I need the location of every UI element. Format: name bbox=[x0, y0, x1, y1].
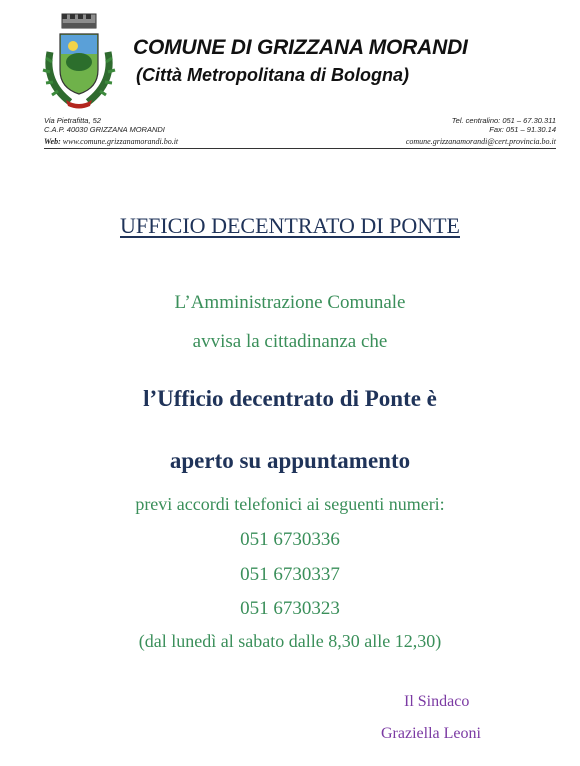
postal-address bbox=[44, 116, 165, 134]
phone-number-2: 051 6730337 bbox=[240, 564, 340, 585]
web-label: Web: bbox=[44, 137, 61, 146]
address-street: Via Pietrafitta, 52 bbox=[44, 116, 101, 125]
phone-number: Tel. centralino: 051 – 67.30.311 bbox=[451, 116, 556, 125]
phone-number-3: 051 6730323 bbox=[240, 598, 340, 619]
notice-title bbox=[0, 213, 580, 239]
signature-name: Graziella Leoni bbox=[381, 725, 481, 742]
contact-numbers bbox=[452, 116, 556, 134]
notice-line-office: l’Ufficio decentrato di Ponte è bbox=[143, 386, 437, 411]
notice-title-text: UFFICIO DECENTRATO DI PONTE bbox=[120, 213, 460, 238]
header-divider bbox=[44, 148, 556, 149]
fax-number: Fax: 051 – 91.30.14 bbox=[489, 125, 556, 134]
municipal-crest-logo bbox=[40, 12, 118, 112]
notice-line-phone-intro: previ accordi telefonici ai seguenti numeri: bbox=[135, 494, 445, 514]
email-link[interactable]: comune.grizzanamorandi@cert.provincia.bo.it bbox=[405, 137, 556, 146]
notice-line-administration: L’Amministrazione Comunale bbox=[174, 292, 406, 313]
signature-title: Il Sindaco bbox=[404, 693, 470, 710]
website-link[interactable]: www.comune.grizzanamorandi.bo.it bbox=[62, 137, 179, 146]
municipality-name: COMUNE DI GRIZZANA MORANDI bbox=[133, 36, 468, 59]
web-contact-row bbox=[44, 137, 556, 146]
notice-line-appointment: aperto su appuntamento bbox=[169, 448, 411, 473]
opening-hours: (dal lunedì al sabato dalle 8,30 alle 12,30) bbox=[138, 631, 442, 651]
phone-number-1: 051 6730336 bbox=[240, 529, 340, 550]
municipality-subtitle: (Città Metropolitana di Bologna) bbox=[136, 65, 409, 85]
address-postcode: C.A.P. 40030 GRIZZANA MORANDI bbox=[44, 125, 165, 134]
notice-line-announcement: avvisa la cittadinanza che bbox=[192, 331, 388, 352]
